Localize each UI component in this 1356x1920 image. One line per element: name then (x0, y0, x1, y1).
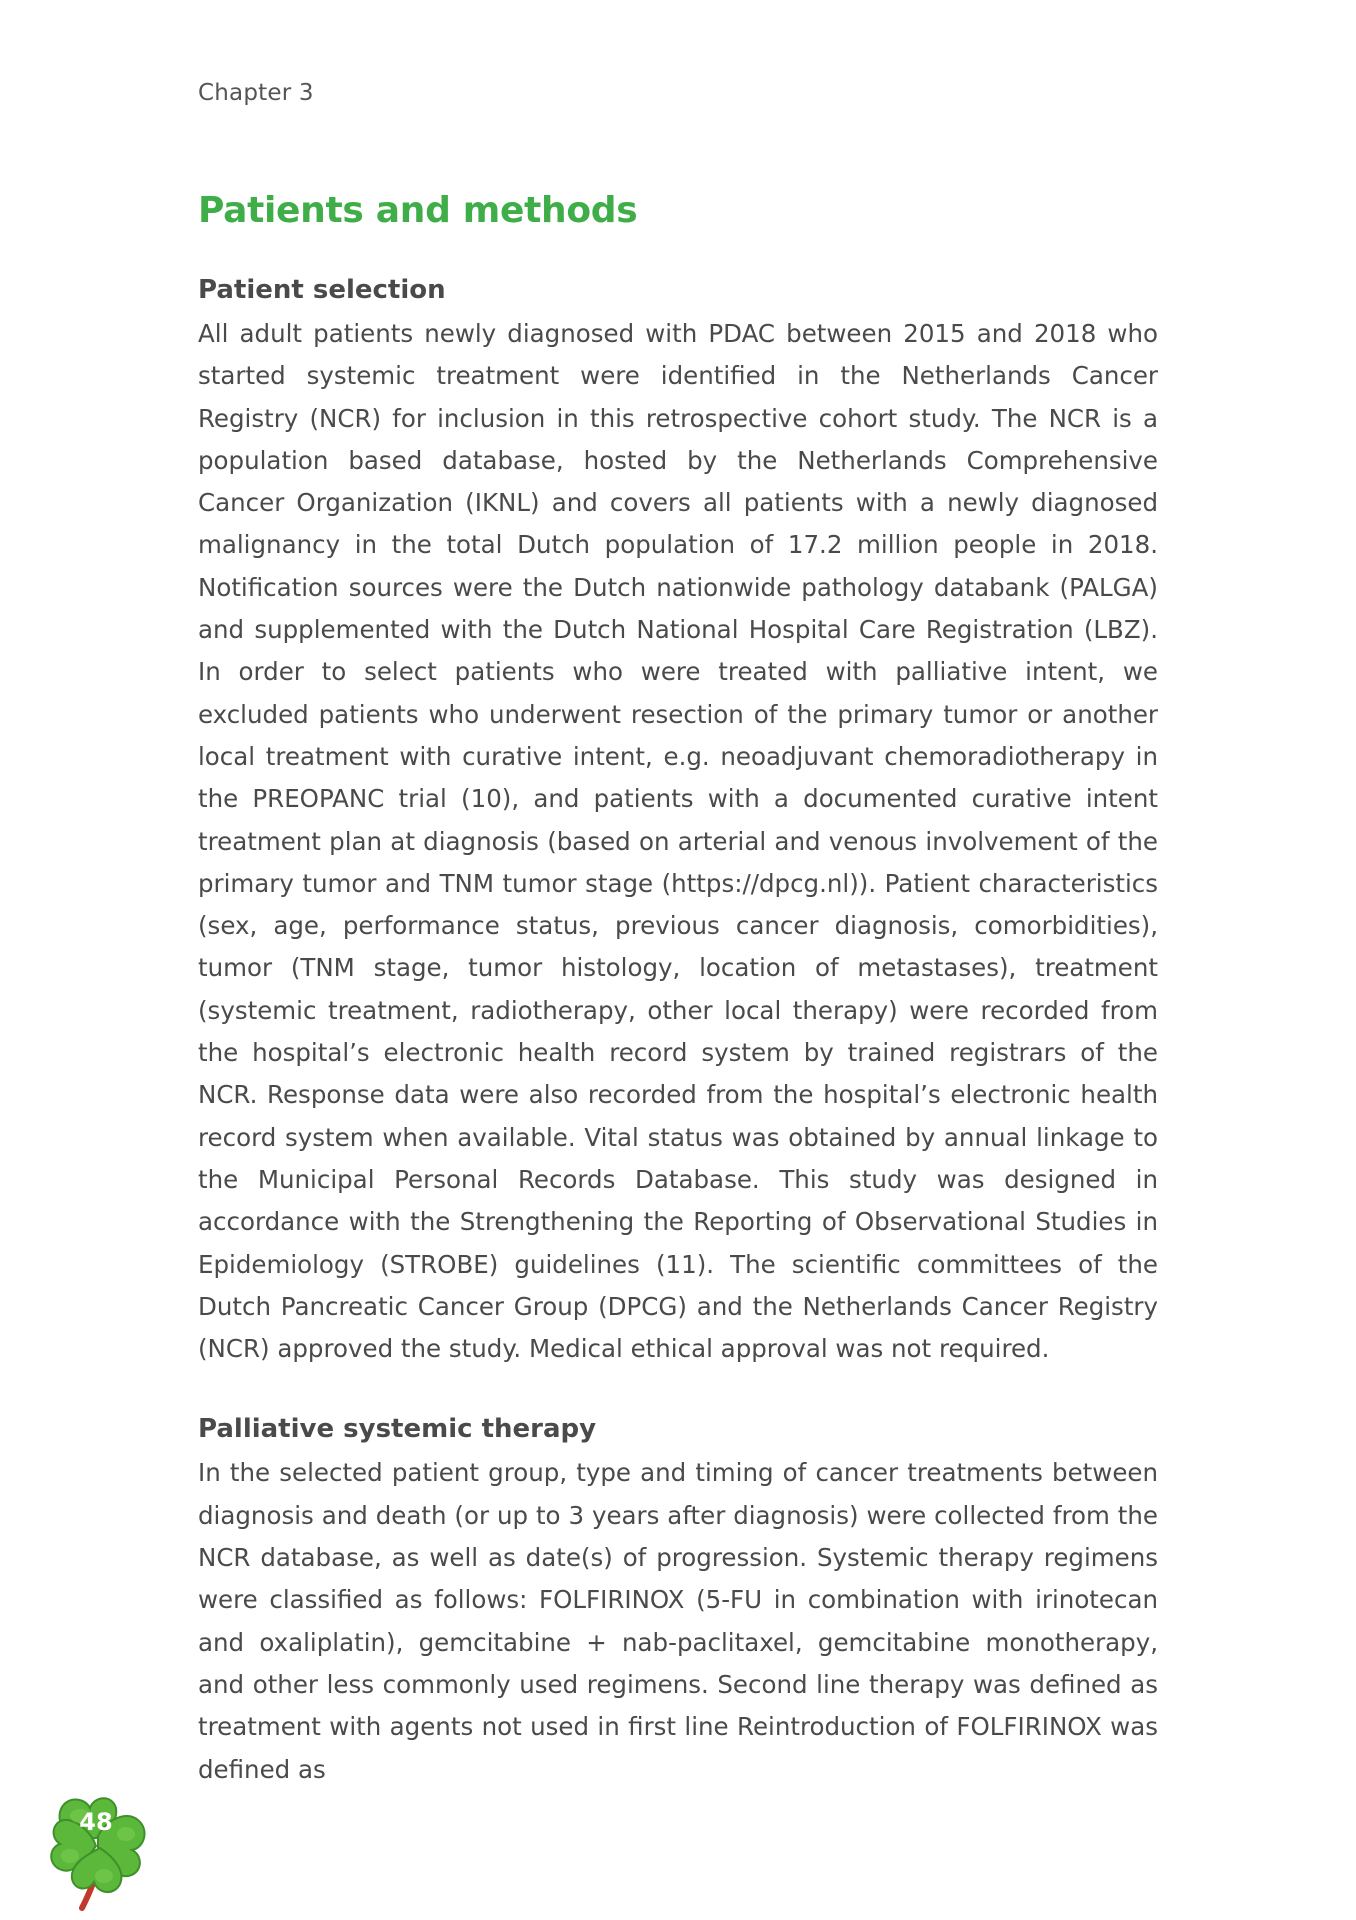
subsection-patient-selection (198, 273, 1158, 1370)
body-paragraph: In the selected patient group, type and timing of cancer treatments between diagnosis and death (or up to 3 years after diagnosis) were collected from the NCR database, as well as date(s) of progression. Systemic therapy regimens were classified as follows: FOLFIRINOX (5-FU in combination with irinotecan and oxaliplatin), gemcitabine + nab-paclitaxel, gemcitabine monotherapy, and other less commonly used regimens. Second line therapy was defined as treatment with agents not used in first line Reintroduction of FOLFIRINOX was defined as (198, 1458, 1158, 1784)
page-number: 48 (79, 1808, 113, 1836)
section-spacer (198, 1370, 1158, 1412)
body-paragraph: All adult patients newly diagnosed with PDAC between 2015 and 2018 who started systemic treatment were identified in the Netherlands Cancer Registry (NCR) for inclusion in this retrospective cohort study. The NCR is a population based database, hosted by the Netherlands Comprehensive Cancer Organization (IKNL) and covers all patients with a newly diagnosed malignancy in the total Dutch population of 17.2 million people in 2018. Notification sources were the Dutch nationwide pathology databank (PALGA) and supplemented with the Dutch National Hospital Care Registration (LBZ). In order to select patients who were treated with palliative intent, we excluded patients who underwent resection of the primary tumor or another local treatment with curative intent, e.g. neoadjuvant chemoradiotherapy in the PREOPANC trial (10), and patients with a documented curative intent treatment plan at diagnosis (based on arterial and venous involvement of the primary tumor and TNM tumor stage (https://dpcg.nl)). Patient characteristics (sex, age, performance status, previous cancer diagnosis, comorbidities), tumor (TNM stage, tumor histology, location of metastases), treatment (systemic treatment, radiotherapy, other local therapy) were recorded from the hospital’s electronic health record system by trained registrars of the NCR. Response data were also recorded from the hospital’s electronic health record system when available. Vital status was obtained by annual linkage to the Municipal Personal Records Database. This study was designed in accordance with the Strengthening the Reporting of Observational Studies in Epidemiology (STROBE) guidelines (11). The scientific committees of the Dutch Pancreatic Cancer Group (DPCG) and the Netherlands Cancer Registry (NCR) approved the study. Medical ethical approval was not required. (198, 319, 1158, 1364)
subsection-title: Palliative systemic therapy (198, 1414, 597, 1445)
subsection-title: Patient selection (198, 275, 446, 305)
running-header: Chapter 3 (198, 80, 314, 106)
section-title: Patients and methods (198, 190, 638, 231)
subsection-palliative-systemic-therapy (198, 1412, 1158, 1790)
main-content (198, 190, 1158, 1791)
page-number-badge (46, 1790, 156, 1915)
